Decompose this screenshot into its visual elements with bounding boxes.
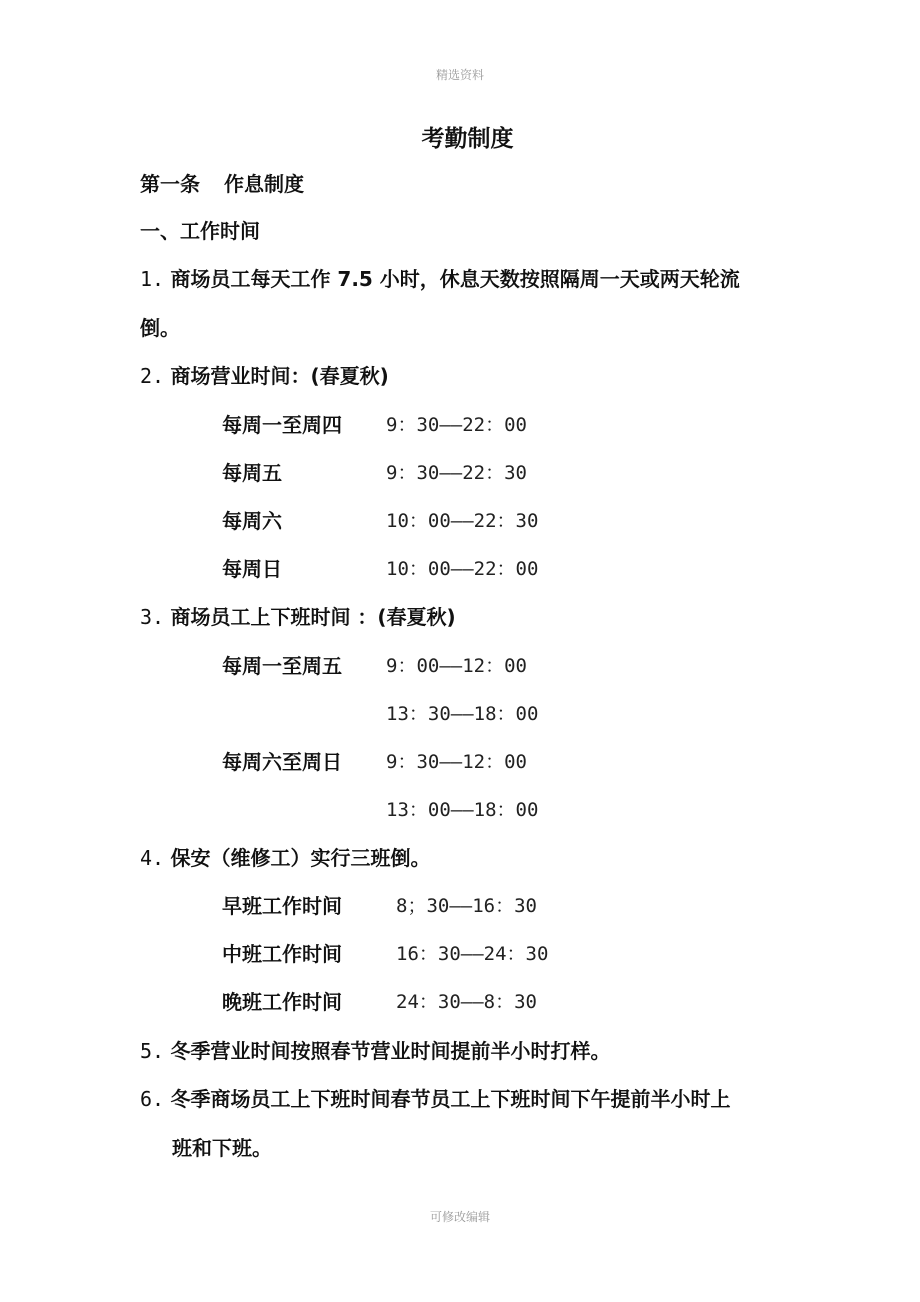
schedule-time: 13：30——18：00 bbox=[386, 703, 539, 725]
item-6 bbox=[140, 1085, 730, 1113]
item-number: 3. bbox=[140, 605, 165, 629]
item-1 bbox=[140, 265, 740, 293]
item-text: 保安（维修工）实行三班倒。 bbox=[170, 846, 431, 870]
schedule-time: 9：30——22：00 bbox=[386, 414, 527, 436]
item-1-continued: 倒。 bbox=[140, 316, 180, 340]
item-text: 商场员工每天工作 7.5 小时，休息天数按照隔周一天或两天轮流 bbox=[170, 267, 740, 291]
article-name: 作息制度 bbox=[224, 172, 304, 196]
article-heading bbox=[140, 170, 304, 198]
section-heading: 一、工作时间 bbox=[140, 219, 260, 243]
schedule-time: 9：30——12：00 bbox=[386, 751, 527, 773]
item-number: 4. bbox=[140, 846, 165, 870]
item-2 bbox=[140, 362, 389, 390]
item-5 bbox=[140, 1037, 610, 1065]
shift-name: 中班工作时间 bbox=[222, 942, 342, 966]
item-number: 2. bbox=[140, 364, 165, 388]
schedule-day: 每周五 bbox=[222, 461, 282, 485]
schedule-day: 每周一至周四 bbox=[222, 413, 342, 437]
schedule-day: 每周日 bbox=[222, 557, 282, 581]
item-3 bbox=[140, 603, 456, 631]
shift-time: 8；30——16：30 bbox=[396, 895, 537, 917]
item-6-continued: 班和下班。 bbox=[172, 1136, 272, 1160]
schedule-time: 13：00——18：00 bbox=[386, 799, 539, 821]
item-text: 商场营业时间：(春夏秋) bbox=[170, 364, 389, 388]
item-number: 6. bbox=[140, 1087, 165, 1111]
shift-time: 16：30——24：30 bbox=[396, 943, 549, 965]
schedule-day: 每周一至周五 bbox=[222, 654, 342, 678]
item-number: 5. bbox=[140, 1039, 165, 1063]
schedule-time: 9：30——22：30 bbox=[386, 462, 527, 484]
item-text: 商场员工上下班时间 ：(春夏秋) bbox=[170, 605, 456, 629]
item-number: 1. bbox=[140, 267, 165, 291]
item-text: 冬季商场员工上下班时间春节员工上下班时间下午提前半小时上 bbox=[170, 1087, 731, 1111]
item-4 bbox=[140, 844, 430, 872]
schedule-day: 每周六至周日 bbox=[222, 750, 342, 774]
schedule-day: 每周六 bbox=[222, 509, 282, 533]
shift-time: 24：30——8：30 bbox=[396, 991, 537, 1013]
header-note: 精选资料 bbox=[435, 68, 484, 82]
article-label: 第一条 bbox=[140, 172, 200, 196]
schedule-time: 10：00——22：00 bbox=[386, 558, 539, 580]
schedule-time: 9：00——12：00 bbox=[386, 655, 527, 677]
shift-name: 早班工作时间 bbox=[222, 894, 342, 918]
page-title: 考勤制度 bbox=[421, 126, 514, 152]
schedule-time: 10：00——22：30 bbox=[386, 510, 539, 532]
item-text: 冬季营业时间按照春节营业时间提前半小时打样。 bbox=[170, 1039, 611, 1063]
footer-note: 可修改编辑 bbox=[429, 1210, 490, 1224]
shift-name: 晚班工作时间 bbox=[222, 990, 342, 1014]
